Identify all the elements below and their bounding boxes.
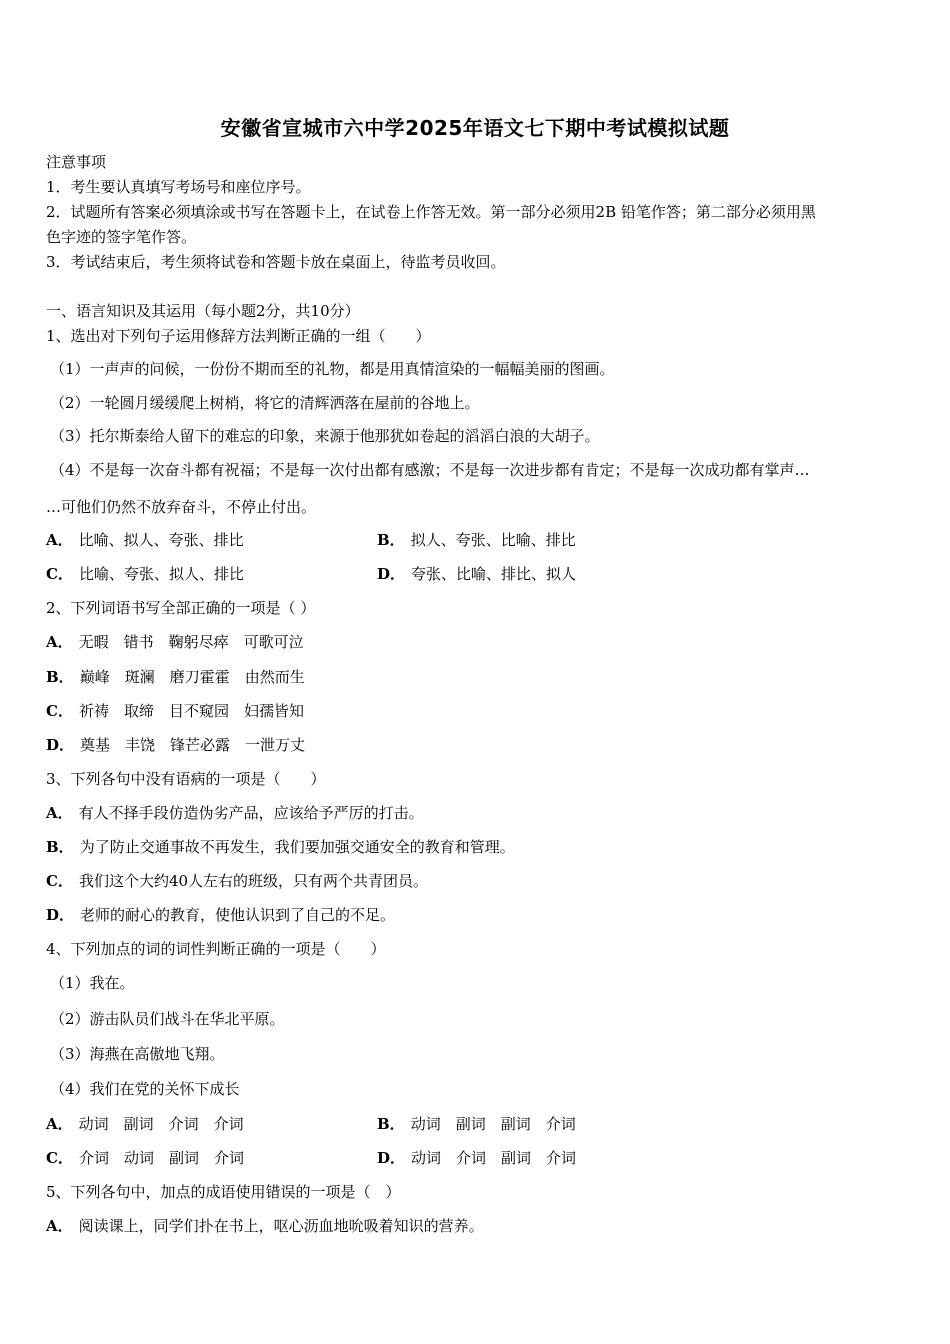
option-label: C．	[46, 872, 73, 890]
option-label: C．	[46, 1149, 73, 1167]
option-text: 祈祷 取缔 目不窥园 妇孺皆知	[78, 702, 304, 720]
option-text: 无暇 错书 鞠躬尽瘁 可歌可泣	[78, 633, 304, 651]
question-1-item: …可他们仍然不放弃奋斗，不停止付出。	[46, 498, 317, 516]
question-2-stem: 2、下列词语书写全部正确的一项是（ ）	[46, 599, 316, 617]
question-1-stem: 1、选出对下列句子运用修辞方法判断正确的一组（ ）	[46, 327, 431, 345]
question-1-item: （1）一声声的问候，一份份不期而至的礼物，都是用真情渲染的一幅幅美丽的图画。	[50, 360, 615, 378]
question-4-option-c[interactable]	[46, 1148, 244, 1168]
option-label: D．	[377, 1149, 406, 1167]
notice-item: 3．考试结束后，考生须将试卷和答题卡放在桌面上，待监考员收回。	[46, 253, 506, 271]
option-text: 动词 副词 介词 介词	[78, 1115, 244, 1133]
option-text: 巅峰 斑澜 磨刀霍霍 由然而生	[79, 668, 305, 686]
question-1-option-a[interactable]	[46, 530, 244, 550]
option-text: 有人不择手段仿造伪劣产品，应该给予严厉的打击。	[78, 804, 424, 822]
option-text: 拟人、夸张、比喻、排比	[410, 531, 576, 549]
question-4-item: （3）海燕在高傲地飞翔。	[50, 1045, 225, 1063]
notice-item: 色字迹的签字笔作答。	[46, 228, 197, 246]
notice-item: 2．试题所有答案必须填涂或书写在答题卡上，在试卷上作答无效。第一部分必须用2B 铅笔作答；第二部分必须用黑	[46, 203, 816, 221]
question-1-option-c[interactable]	[46, 564, 244, 584]
question-5-option-a[interactable]	[46, 1216, 484, 1236]
option-label: D．	[46, 906, 75, 924]
question-1-item: （4）不是每一次奋斗都有祝福；不是每一次付出都有感激；不是每一次进步都有肯定；不是每一次成功都有掌声…	[50, 461, 810, 479]
question-3-option-c[interactable]	[46, 871, 428, 891]
option-label: B．	[377, 531, 405, 549]
option-label: A．	[46, 1115, 73, 1133]
option-text: 我们这个大约40人左右的班级，只有两个共青团员。	[78, 872, 429, 890]
question-4-item: （4）我们在党的关怀下成长	[50, 1080, 240, 1098]
question-4-item: （1）我在。	[50, 974, 135, 992]
question-1-item: （3）托尔斯泰给人留下的难忘的印象，来源于他那犹如卷起的滔滔白浪的大胡子。	[50, 427, 600, 445]
option-text: 动词 介词 副词 介词	[411, 1149, 577, 1167]
option-label: B．	[377, 1115, 405, 1133]
option-label: D．	[46, 736, 75, 754]
question-2-option-b[interactable]	[46, 667, 305, 687]
page-title: 安徽省宣城市六中学2025年语文七下期中考试模拟试题	[220, 116, 730, 140]
notice-heading: 注意事项	[46, 153, 107, 171]
question-4-stem: 4、下列加点的词的词性判断正确的一项是（ ）	[46, 940, 386, 958]
question-3-option-a[interactable]	[46, 803, 424, 823]
option-text: 阅读课上，同学们扑在书上，呕心沥血地吮吸着知识的营养。	[78, 1217, 484, 1235]
option-label: B．	[46, 838, 74, 856]
option-label: A．	[46, 804, 73, 822]
question-2-option-a[interactable]	[46, 632, 304, 652]
question-1-option-d[interactable]	[377, 564, 576, 584]
option-text: 比喻、拟人、夸张、排比	[78, 531, 244, 549]
option-label: B．	[46, 668, 74, 686]
option-label: D．	[377, 565, 406, 583]
option-text: 动词 副词 副词 介词	[410, 1115, 576, 1133]
question-1-option-b[interactable]	[377, 530, 576, 550]
question-4-option-d[interactable]	[377, 1148, 576, 1168]
section-heading: 一、语言知识及其运用（每小题2分，共10分）	[46, 302, 360, 320]
option-label: A．	[46, 531, 73, 549]
question-2-option-d[interactable]	[46, 735, 305, 755]
option-text: 夸张、比喻、排比、拟人	[411, 565, 577, 583]
question-1-item: （2）一轮圆月缓缓爬上树梢，将它的清辉洒落在屋前的谷地上。	[50, 394, 480, 412]
question-2-option-c[interactable]	[46, 701, 304, 721]
option-label: C．	[46, 702, 73, 720]
option-label: C．	[46, 565, 73, 583]
question-4-item: （2）游击队员们战斗在华北平原。	[50, 1010, 285, 1028]
option-label: A．	[46, 633, 73, 651]
question-3-option-d[interactable]	[46, 905, 395, 925]
question-3-stem: 3、下列各句中没有语病的一项是（ ）	[46, 770, 326, 788]
option-text: 奠基 丰饶 锋芒必露 一泄万丈	[80, 736, 306, 754]
question-4-option-b[interactable]	[377, 1114, 576, 1134]
question-3-option-b[interactable]	[46, 837, 515, 857]
question-5-stem: 5、下列各句中，加点的成语使用错误的一项是（ ）	[46, 1183, 401, 1201]
question-4-option-a[interactable]	[46, 1114, 244, 1134]
option-text: 老师的耐心的教育，使他认识到了自己的不足。	[80, 906, 396, 924]
notice-item: 1．考生要认真填写考场号和座位序号。	[46, 178, 311, 196]
option-text: 为了防止交通事故不再发生，我们要加强交通安全的教育和管理。	[79, 838, 515, 856]
option-text: 比喻、夸张、拟人、排比	[78, 565, 244, 583]
option-label: A．	[46, 1217, 73, 1235]
option-text: 介词 动词 副词 介词	[78, 1149, 244, 1167]
